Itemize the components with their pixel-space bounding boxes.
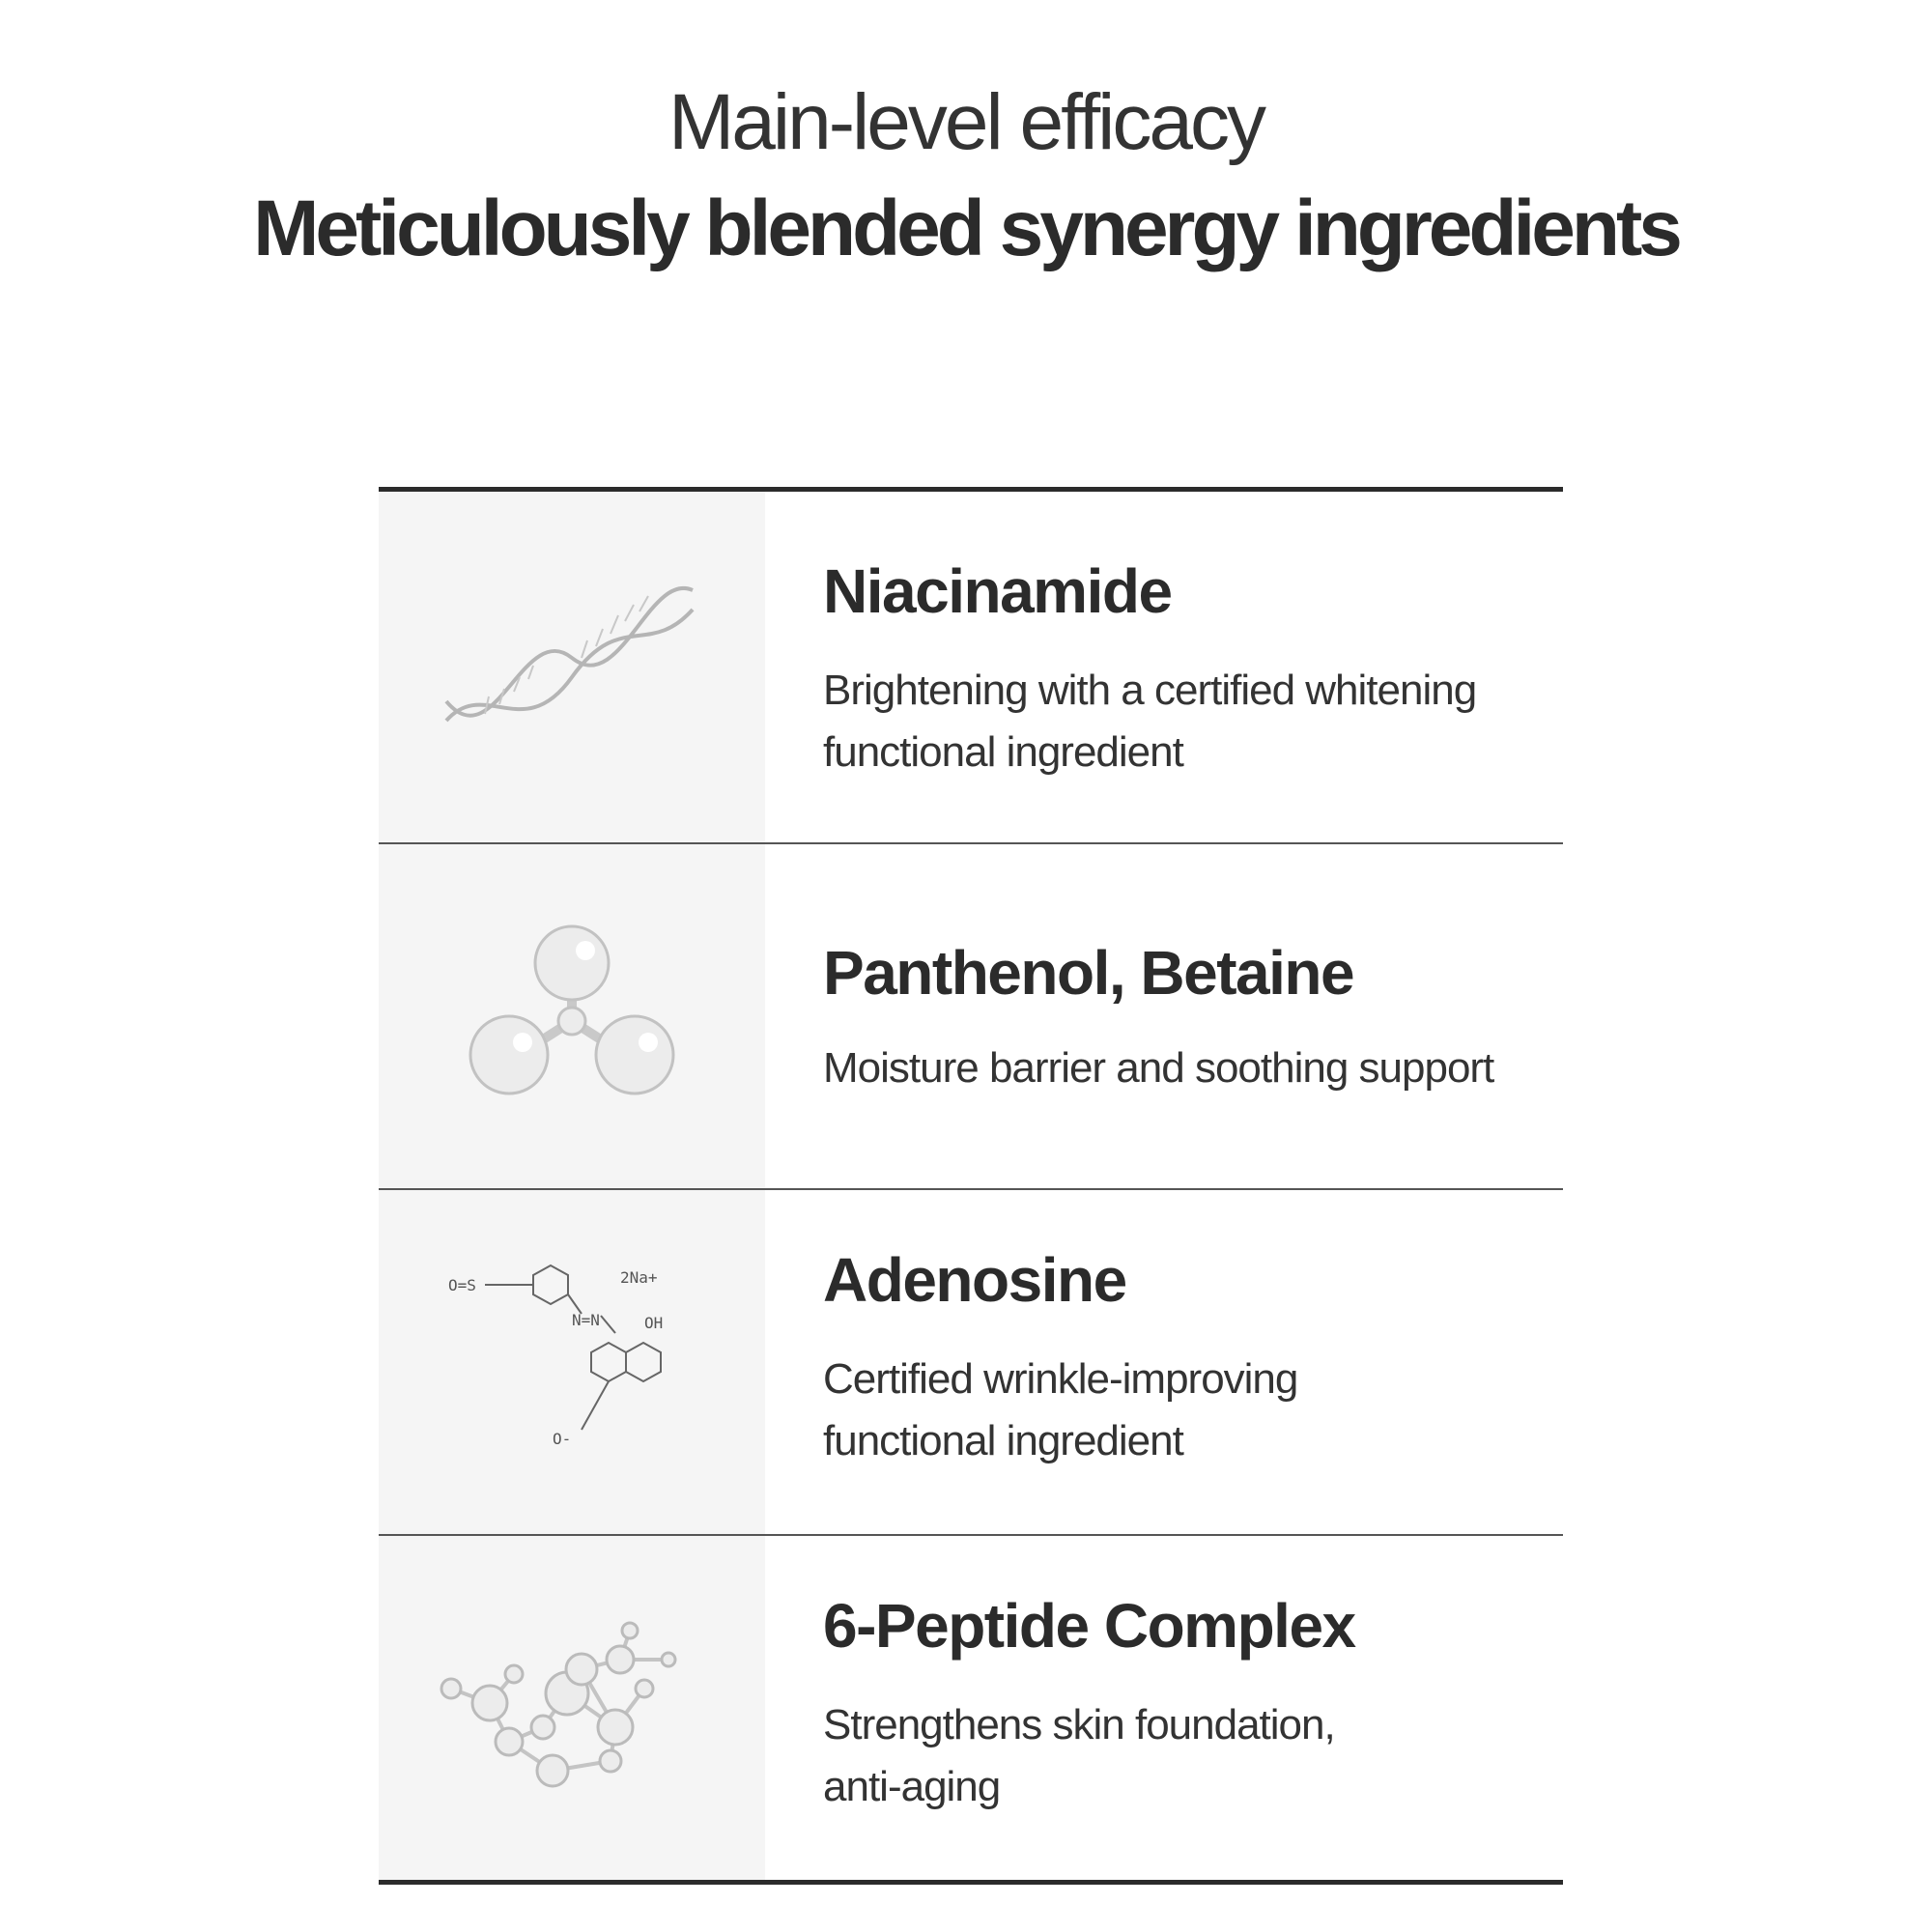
description-line: Certified wrinkle-improving [823,1355,1298,1403]
page-subtitle: Main-level efficacy [668,78,1264,166]
ingredient-name: 6-Peptide Complex [823,1591,1355,1661]
ingredient-name: Adenosine [823,1245,1126,1315]
description-line: functional ingredient [823,1417,1183,1464]
formula-label: O- [553,1430,572,1448]
ingredient-description [823,1694,1355,1818]
ingredient-text [765,492,1476,842]
formula-label: 2Na+ [620,1268,658,1287]
ingredient-description [823,660,1476,783]
ingredient-thumb [379,1190,765,1534]
ingredient-row-panthenol-betaine [379,844,1563,1188]
ingredient-thumb [379,844,765,1188]
description-line: Strengthens skin foundation, [823,1701,1335,1748]
ingredient-list [379,487,1563,1885]
dna-helix-icon [427,552,717,783]
formula-label: O=S [448,1276,476,1294]
ingredient-text [765,1190,1297,1534]
ingredient-thumb [379,492,765,842]
bottom-divider [379,1880,1563,1885]
ingredient-name: Niacinamide [823,556,1172,626]
chemical-structure-icon [446,1246,697,1478]
ingredient-thumb [379,1536,765,1880]
molecule-trigonal-icon [466,920,678,1113]
formula-label: OH [644,1314,664,1332]
peptide-molecule-icon [437,1592,707,1824]
description-line: anti-aging [823,1763,1001,1810]
page-title: Meticulously blended synergy ingredients [253,185,1679,272]
ingredient-description [823,1349,1297,1472]
ingredient-name: Panthenol, Betaine [823,938,1354,1008]
ingredient-text [765,1536,1355,1880]
ingredient-text [765,844,1493,1188]
ingredient-row-6-peptide-complex [379,1536,1563,1880]
description-line: functional ingredient [823,728,1183,776]
ingredient-row-adenosine [379,1190,1563,1534]
ingredient-description [823,1037,1493,1099]
formula-label: N=N [572,1311,600,1329]
ingredient-row-niacinamide [379,492,1563,842]
description-line: Moisture barrier and soothing support [823,1044,1494,1092]
description-line: Brightening with a certified whitening [823,667,1477,714]
